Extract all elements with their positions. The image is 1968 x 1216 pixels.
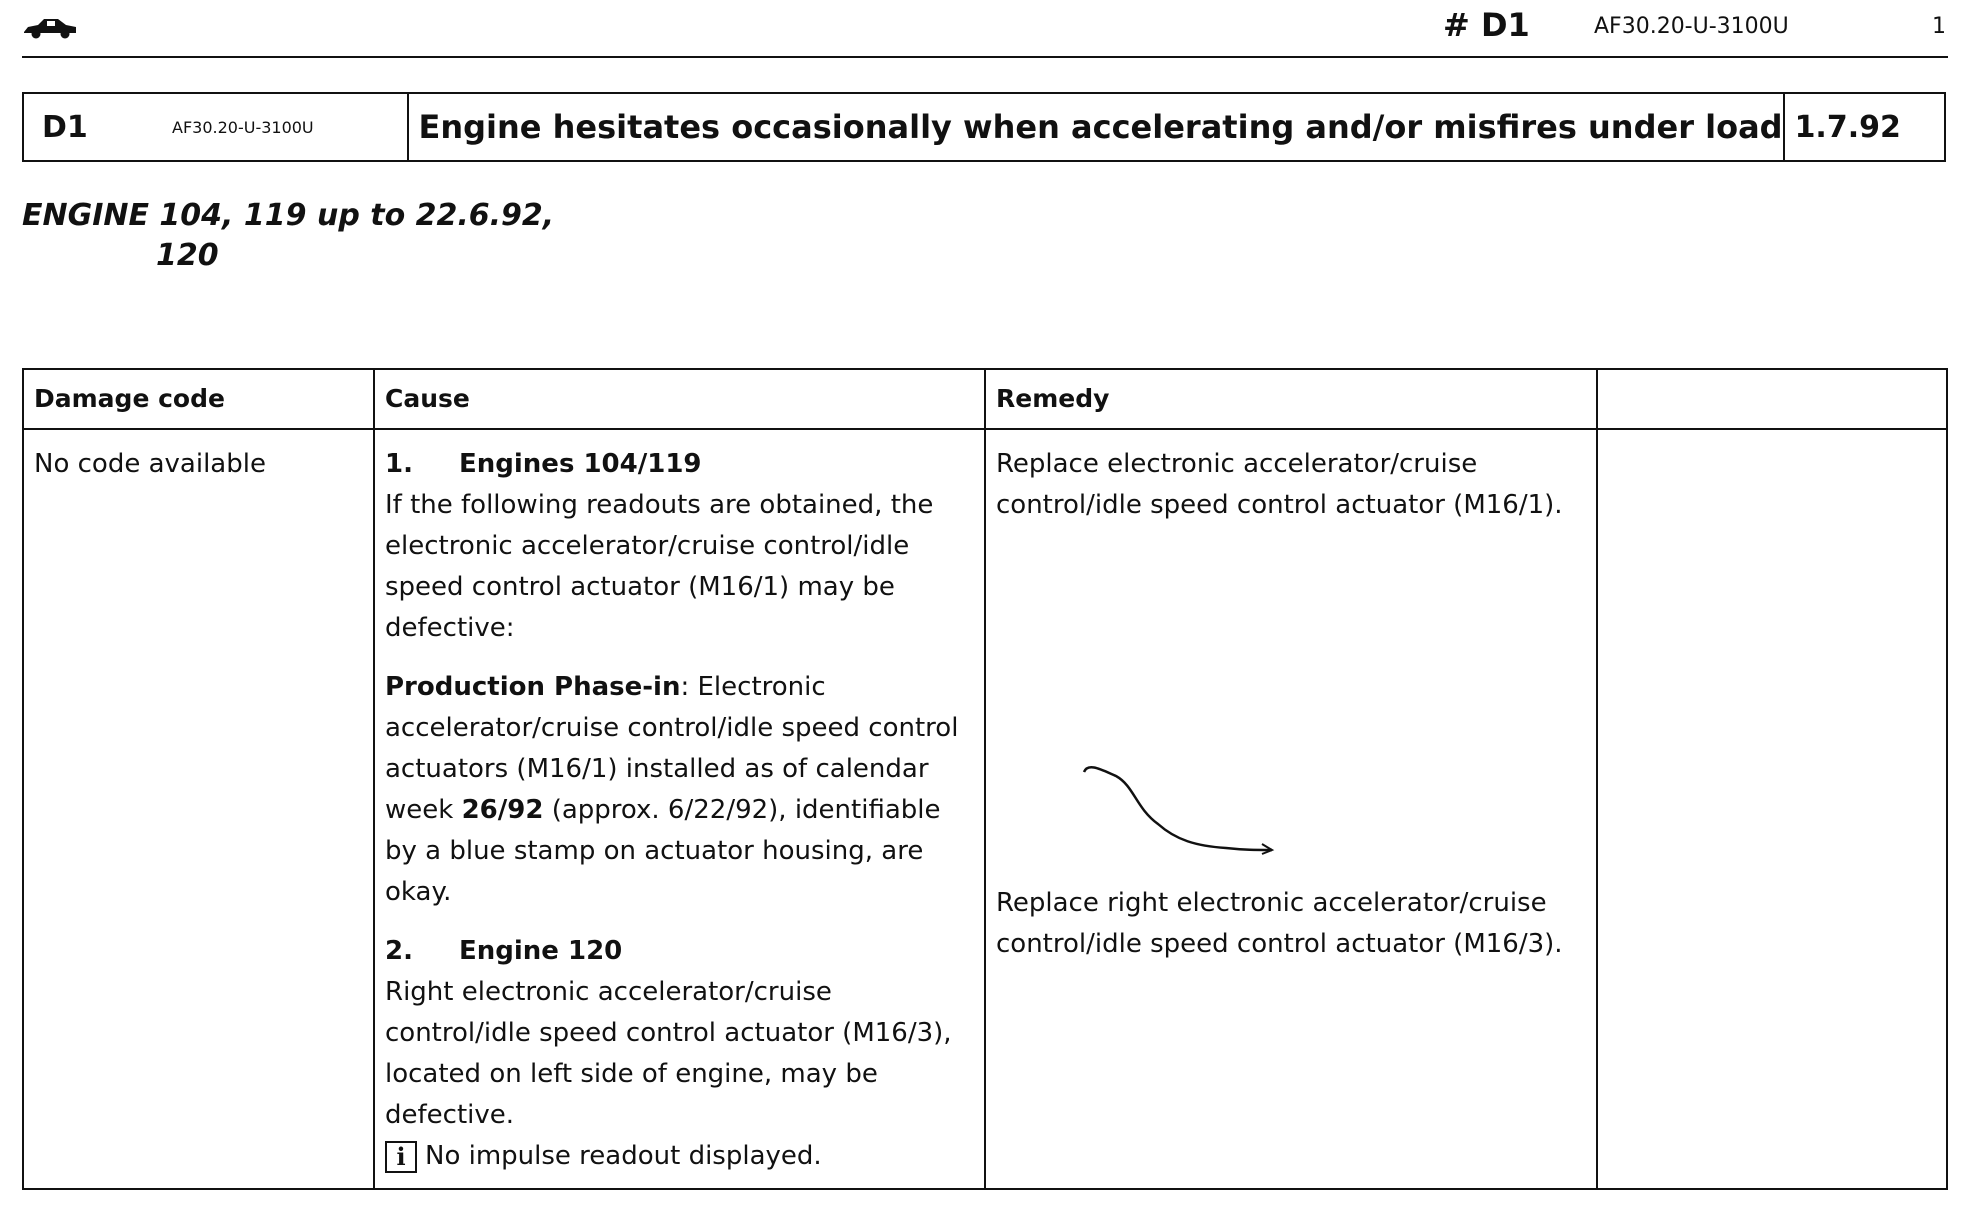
diagnosis-table [22,368,1948,1190]
title-date: 1.7.92 [1794,109,1901,145]
title-ref: AF30.20-U-3100U [172,117,314,137]
phase-in-text2: (approx. 6/22/92), identifiable by a blue stamp on actuator housing, are okay. [385,795,941,907]
cause-item2-title: Engine 120 [459,936,623,966]
header-doc-ref: AF30.20-U-3100U [1594,14,1789,39]
col-header-extra [1597,369,1947,429]
header-divider [22,56,1948,58]
cause-item2-heading [385,931,974,972]
col-header-damage-code: Damage code [23,369,374,429]
cause-item2-text: Right electronic accelerator/cruise control/idle speed control actuator (M16/3), located on left side of engine, may be defective. [385,977,952,1130]
extra-cell [1597,429,1947,1189]
cause-cell [374,429,985,1189]
cause-item1-text: If the following readouts are obtained, the electronic accelerator/cruise control/idle speed control actuator (M16/1) may be defective: [385,490,934,643]
col-header-cause: Cause [374,369,985,429]
page-title: Engine hesitates occasionally when accelerating and/or misfires under load [409,94,1785,160]
header-doc-code: # D1 [1443,6,1530,44]
production-phase-in [385,667,974,913]
cause-item1-heading [385,444,974,485]
col-header-remedy: Remedy [985,369,1597,429]
phase-in-text1: : Electronic accelerator/cruise control/idle speed control actuators (M16/1) installed as of calendar week [385,672,959,825]
info-icon: i [385,1141,417,1173]
remedy-item2: Replace right electronic accelerator/cruise control/idle speed control actuator (M16/3). [996,888,1563,959]
car-icon [22,16,78,40]
table-row [23,429,1947,1189]
engine-heading-line1: ENGINE 104, 119 up to 22.6.92, [22,198,555,233]
title-box [22,92,1946,162]
page-number: 1 [1932,14,1946,39]
phase-in-week: 26/92 [461,795,544,825]
cause-item2-number: 2. [385,936,413,966]
engine-heading-line2: 120 [156,238,219,273]
phase-in-label: Production Phase-in [385,672,681,702]
title-box-id-cell [24,94,409,160]
table-header-row [23,369,1947,429]
info-note [385,1136,974,1177]
title-code: D1 [42,109,88,145]
info-note-text: No impulse readout displayed. [425,1141,822,1171]
pen-mark [1076,762,1276,872]
cause-item1-title: Engines 104/119 [459,449,702,479]
damage-code-cell: No code available [23,429,374,1189]
cause-item1-number: 1. [385,449,413,479]
remedy-item1: Replace electronic accelerator/cruise control/idle speed control actuator (M16/1). [996,449,1563,520]
